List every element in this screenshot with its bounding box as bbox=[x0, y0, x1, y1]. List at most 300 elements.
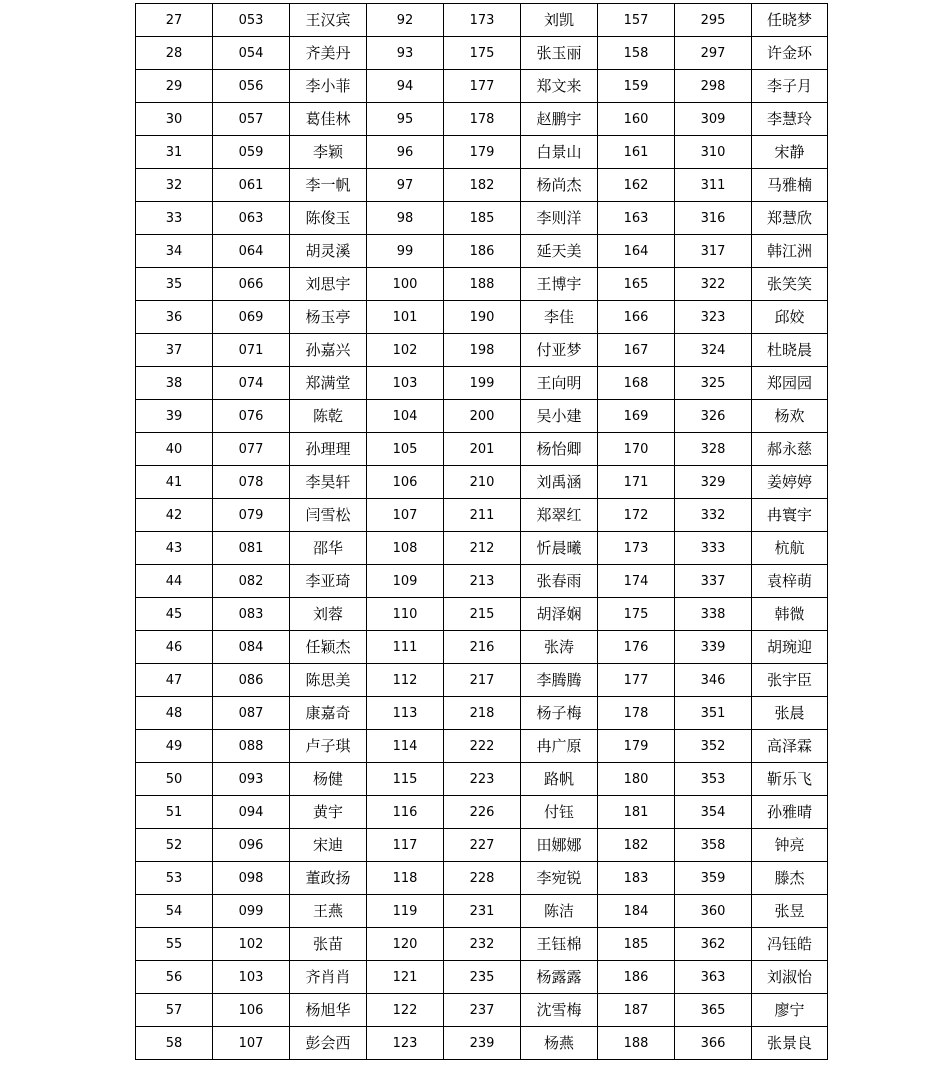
table-row bbox=[136, 697, 828, 730]
id-cell: 324 bbox=[675, 334, 752, 367]
table-row bbox=[136, 235, 828, 268]
seq-cell: 179 bbox=[598, 730, 675, 763]
id-cell: 232 bbox=[444, 928, 521, 961]
seq-cell: 121 bbox=[367, 961, 444, 994]
name-cell: 李颖 bbox=[290, 136, 367, 169]
name-cell: 杨子梅 bbox=[521, 697, 598, 730]
seq-cell: 55 bbox=[136, 928, 213, 961]
id-cell: 322 bbox=[675, 268, 752, 301]
id-cell: 102 bbox=[213, 928, 290, 961]
id-cell: 226 bbox=[444, 796, 521, 829]
seq-cell: 172 bbox=[598, 499, 675, 532]
name-cell: 袁梓萌 bbox=[752, 565, 828, 598]
seq-cell: 113 bbox=[367, 697, 444, 730]
seq-cell: 165 bbox=[598, 268, 675, 301]
name-cell: 杨燕 bbox=[521, 1027, 598, 1060]
name-cell: 刘蓉 bbox=[290, 598, 367, 631]
name-cell: 王汉宾 bbox=[290, 4, 367, 37]
id-cell: 346 bbox=[675, 664, 752, 697]
id-cell: 086 bbox=[213, 664, 290, 697]
seq-cell: 96 bbox=[367, 136, 444, 169]
id-cell: 182 bbox=[444, 169, 521, 202]
name-cell: 杨玉亭 bbox=[290, 301, 367, 334]
seq-cell: 29 bbox=[136, 70, 213, 103]
id-cell: 093 bbox=[213, 763, 290, 796]
seq-cell: 116 bbox=[367, 796, 444, 829]
seq-cell: 57 bbox=[136, 994, 213, 1027]
id-cell: 076 bbox=[213, 400, 290, 433]
id-cell: 078 bbox=[213, 466, 290, 499]
seq-cell: 173 bbox=[598, 532, 675, 565]
seq-cell: 93 bbox=[367, 37, 444, 70]
id-cell: 298 bbox=[675, 70, 752, 103]
id-cell: 081 bbox=[213, 532, 290, 565]
seq-cell: 45 bbox=[136, 598, 213, 631]
name-cell: 邵华 bbox=[290, 532, 367, 565]
seq-cell: 35 bbox=[136, 268, 213, 301]
seq-cell: 47 bbox=[136, 664, 213, 697]
seq-cell: 92 bbox=[367, 4, 444, 37]
name-cell: 张苗 bbox=[290, 928, 367, 961]
seq-cell: 95 bbox=[367, 103, 444, 136]
seq-cell: 101 bbox=[367, 301, 444, 334]
id-cell: 094 bbox=[213, 796, 290, 829]
seq-cell: 170 bbox=[598, 433, 675, 466]
name-cell: 彭会西 bbox=[290, 1027, 367, 1060]
name-cell: 闫雪松 bbox=[290, 499, 367, 532]
name-cell: 郑文来 bbox=[521, 70, 598, 103]
table-row bbox=[136, 565, 828, 598]
name-cell: 卢子琪 bbox=[290, 730, 367, 763]
seq-cell: 164 bbox=[598, 235, 675, 268]
seq-cell: 167 bbox=[598, 334, 675, 367]
seq-cell: 48 bbox=[136, 697, 213, 730]
seq-cell: 157 bbox=[598, 4, 675, 37]
id-cell: 083 bbox=[213, 598, 290, 631]
seq-cell: 171 bbox=[598, 466, 675, 499]
seq-cell: 177 bbox=[598, 664, 675, 697]
name-cell: 冉寰宇 bbox=[752, 499, 828, 532]
id-cell: 339 bbox=[675, 631, 752, 664]
name-cell: 李慧玲 bbox=[752, 103, 828, 136]
name-cell: 孙雅晴 bbox=[752, 796, 828, 829]
name-cell: 冉广原 bbox=[521, 730, 598, 763]
id-cell: 059 bbox=[213, 136, 290, 169]
name-cell: 郑园园 bbox=[752, 367, 828, 400]
name-cell: 邱姣 bbox=[752, 301, 828, 334]
seq-cell: 175 bbox=[598, 598, 675, 631]
id-cell: 237 bbox=[444, 994, 521, 1027]
id-cell: 362 bbox=[675, 928, 752, 961]
name-cell: 杜晓晨 bbox=[752, 334, 828, 367]
name-cell: 葛佳林 bbox=[290, 103, 367, 136]
seq-cell: 51 bbox=[136, 796, 213, 829]
table-row bbox=[136, 37, 828, 70]
seq-cell: 119 bbox=[367, 895, 444, 928]
name-cell: 任晓梦 bbox=[752, 4, 828, 37]
table-row bbox=[136, 466, 828, 499]
table-row bbox=[136, 136, 828, 169]
name-cell: 路帆 bbox=[521, 763, 598, 796]
seq-cell: 159 bbox=[598, 70, 675, 103]
name-cell: 杨尚杰 bbox=[521, 169, 598, 202]
table-row bbox=[136, 961, 828, 994]
name-cell: 刘禹涵 bbox=[521, 466, 598, 499]
id-cell: 186 bbox=[444, 235, 521, 268]
table-row bbox=[136, 598, 828, 631]
id-cell: 211 bbox=[444, 499, 521, 532]
id-cell: 353 bbox=[675, 763, 752, 796]
seq-cell: 178 bbox=[598, 697, 675, 730]
name-cell: 胡琬迎 bbox=[752, 631, 828, 664]
id-cell: 329 bbox=[675, 466, 752, 499]
seq-cell: 109 bbox=[367, 565, 444, 598]
id-cell: 354 bbox=[675, 796, 752, 829]
id-cell: 098 bbox=[213, 862, 290, 895]
id-cell: 326 bbox=[675, 400, 752, 433]
table-row bbox=[136, 367, 828, 400]
seq-cell: 118 bbox=[367, 862, 444, 895]
seq-cell: 94 bbox=[367, 70, 444, 103]
seq-cell: 180 bbox=[598, 763, 675, 796]
id-cell: 360 bbox=[675, 895, 752, 928]
roster-table bbox=[135, 3, 828, 1060]
id-cell: 175 bbox=[444, 37, 521, 70]
id-cell: 210 bbox=[444, 466, 521, 499]
id-cell: 337 bbox=[675, 565, 752, 598]
id-cell: 222 bbox=[444, 730, 521, 763]
name-cell: 黄宇 bbox=[290, 796, 367, 829]
seq-cell: 158 bbox=[598, 37, 675, 70]
seq-cell: 30 bbox=[136, 103, 213, 136]
seq-cell: 40 bbox=[136, 433, 213, 466]
id-cell: 311 bbox=[675, 169, 752, 202]
name-cell: 陈俊玉 bbox=[290, 202, 367, 235]
name-cell: 李小菲 bbox=[290, 70, 367, 103]
table-row bbox=[136, 103, 828, 136]
id-cell: 103 bbox=[213, 961, 290, 994]
seq-cell: 99 bbox=[367, 235, 444, 268]
table-row bbox=[136, 631, 828, 664]
table-row bbox=[136, 763, 828, 796]
table-row bbox=[136, 928, 828, 961]
seq-cell: 32 bbox=[136, 169, 213, 202]
id-cell: 106 bbox=[213, 994, 290, 1027]
name-cell: 马雅楠 bbox=[752, 169, 828, 202]
seq-cell: 54 bbox=[136, 895, 213, 928]
name-cell: 白景山 bbox=[521, 136, 598, 169]
seq-cell: 44 bbox=[136, 565, 213, 598]
id-cell: 351 bbox=[675, 697, 752, 730]
id-cell: 071 bbox=[213, 334, 290, 367]
seq-cell: 122 bbox=[367, 994, 444, 1027]
seq-cell: 106 bbox=[367, 466, 444, 499]
name-cell: 张晨 bbox=[752, 697, 828, 730]
table-row bbox=[136, 862, 828, 895]
name-cell: 延天美 bbox=[521, 235, 598, 268]
seq-cell: 107 bbox=[367, 499, 444, 532]
seq-cell: 112 bbox=[367, 664, 444, 697]
seq-cell: 100 bbox=[367, 268, 444, 301]
seq-cell: 174 bbox=[598, 565, 675, 598]
seq-cell: 105 bbox=[367, 433, 444, 466]
id-cell: 069 bbox=[213, 301, 290, 334]
name-cell: 齐肖肖 bbox=[290, 961, 367, 994]
id-cell: 173 bbox=[444, 4, 521, 37]
seq-cell: 185 bbox=[598, 928, 675, 961]
name-cell: 孙嘉兴 bbox=[290, 334, 367, 367]
id-cell: 201 bbox=[444, 433, 521, 466]
seq-cell: 162 bbox=[598, 169, 675, 202]
seq-cell: 184 bbox=[598, 895, 675, 928]
name-cell: 韩江洲 bbox=[752, 235, 828, 268]
seq-cell: 31 bbox=[136, 136, 213, 169]
name-cell: 张宇臣 bbox=[752, 664, 828, 697]
table-row bbox=[136, 301, 828, 334]
name-cell: 王燕 bbox=[290, 895, 367, 928]
id-cell: 177 bbox=[444, 70, 521, 103]
name-cell: 冯钰皓 bbox=[752, 928, 828, 961]
seq-cell: 33 bbox=[136, 202, 213, 235]
id-cell: 063 bbox=[213, 202, 290, 235]
seq-cell: 160 bbox=[598, 103, 675, 136]
id-cell: 328 bbox=[675, 433, 752, 466]
id-cell: 333 bbox=[675, 532, 752, 565]
id-cell: 179 bbox=[444, 136, 521, 169]
id-cell: 096 bbox=[213, 829, 290, 862]
id-cell: 216 bbox=[444, 631, 521, 664]
name-cell: 姜婷婷 bbox=[752, 466, 828, 499]
name-cell: 靳乐飞 bbox=[752, 763, 828, 796]
id-cell: 074 bbox=[213, 367, 290, 400]
id-cell: 310 bbox=[675, 136, 752, 169]
id-cell: 228 bbox=[444, 862, 521, 895]
name-cell: 宋迪 bbox=[290, 829, 367, 862]
seq-cell: 36 bbox=[136, 301, 213, 334]
id-cell: 239 bbox=[444, 1027, 521, 1060]
name-cell: 张笑笑 bbox=[752, 268, 828, 301]
id-cell: 084 bbox=[213, 631, 290, 664]
id-cell: 332 bbox=[675, 499, 752, 532]
name-cell: 韩微 bbox=[752, 598, 828, 631]
seq-cell: 166 bbox=[598, 301, 675, 334]
seq-cell: 123 bbox=[367, 1027, 444, 1060]
name-cell: 王博宇 bbox=[521, 268, 598, 301]
seq-cell: 176 bbox=[598, 631, 675, 664]
id-cell: 358 bbox=[675, 829, 752, 862]
id-cell: 082 bbox=[213, 565, 290, 598]
seq-cell: 183 bbox=[598, 862, 675, 895]
name-cell: 陈洁 bbox=[521, 895, 598, 928]
table-row bbox=[136, 994, 828, 1027]
name-cell: 王钰棉 bbox=[521, 928, 598, 961]
seq-cell: 108 bbox=[367, 532, 444, 565]
name-cell: 付亚梦 bbox=[521, 334, 598, 367]
name-cell: 张涛 bbox=[521, 631, 598, 664]
name-cell: 钟亮 bbox=[752, 829, 828, 862]
name-cell: 刘思宇 bbox=[290, 268, 367, 301]
name-cell: 孙理理 bbox=[290, 433, 367, 466]
name-cell: 廖宁 bbox=[752, 994, 828, 1027]
seq-cell: 161 bbox=[598, 136, 675, 169]
seq-cell: 182 bbox=[598, 829, 675, 862]
id-cell: 064 bbox=[213, 235, 290, 268]
id-cell: 366 bbox=[675, 1027, 752, 1060]
seq-cell: 53 bbox=[136, 862, 213, 895]
name-cell: 刘凯 bbox=[521, 4, 598, 37]
name-cell: 杨欢 bbox=[752, 400, 828, 433]
table-row bbox=[136, 499, 828, 532]
id-cell: 213 bbox=[444, 565, 521, 598]
table-row bbox=[136, 70, 828, 103]
id-cell: 107 bbox=[213, 1027, 290, 1060]
seq-cell: 52 bbox=[136, 829, 213, 862]
seq-cell: 169 bbox=[598, 400, 675, 433]
name-cell: 杨旭华 bbox=[290, 994, 367, 1027]
seq-cell: 181 bbox=[598, 796, 675, 829]
id-cell: 079 bbox=[213, 499, 290, 532]
table-row bbox=[136, 400, 828, 433]
id-cell: 188 bbox=[444, 268, 521, 301]
table-row bbox=[136, 895, 828, 928]
table-row bbox=[136, 4, 828, 37]
id-cell: 212 bbox=[444, 532, 521, 565]
seq-cell: 46 bbox=[136, 631, 213, 664]
id-cell: 087 bbox=[213, 697, 290, 730]
seq-cell: 103 bbox=[367, 367, 444, 400]
seq-cell: 110 bbox=[367, 598, 444, 631]
id-cell: 198 bbox=[444, 334, 521, 367]
name-cell: 郝永慈 bbox=[752, 433, 828, 466]
name-cell: 陈思美 bbox=[290, 664, 367, 697]
name-cell: 赵鹏宇 bbox=[521, 103, 598, 136]
seq-cell: 50 bbox=[136, 763, 213, 796]
seq-cell: 49 bbox=[136, 730, 213, 763]
id-cell: 099 bbox=[213, 895, 290, 928]
id-cell: 088 bbox=[213, 730, 290, 763]
name-cell: 李子月 bbox=[752, 70, 828, 103]
id-cell: 077 bbox=[213, 433, 290, 466]
table-row bbox=[136, 433, 828, 466]
name-cell: 吴小建 bbox=[521, 400, 598, 433]
name-cell: 刘淑怡 bbox=[752, 961, 828, 994]
name-cell: 张春雨 bbox=[521, 565, 598, 598]
roster-body bbox=[136, 4, 828, 1060]
seq-cell: 102 bbox=[367, 334, 444, 367]
table-row bbox=[136, 730, 828, 763]
id-cell: 231 bbox=[444, 895, 521, 928]
seq-cell: 43 bbox=[136, 532, 213, 565]
seq-cell: 117 bbox=[367, 829, 444, 862]
id-cell: 190 bbox=[444, 301, 521, 334]
seq-cell: 37 bbox=[136, 334, 213, 367]
id-cell: 057 bbox=[213, 103, 290, 136]
table-row bbox=[136, 664, 828, 697]
id-cell: 066 bbox=[213, 268, 290, 301]
table-row bbox=[136, 169, 828, 202]
name-cell: 李佳 bbox=[521, 301, 598, 334]
name-cell: 任颖杰 bbox=[290, 631, 367, 664]
id-cell: 295 bbox=[675, 4, 752, 37]
seq-cell: 168 bbox=[598, 367, 675, 400]
name-cell: 郑慧欣 bbox=[752, 202, 828, 235]
name-cell: 齐美丹 bbox=[290, 37, 367, 70]
table-row bbox=[136, 334, 828, 367]
id-cell: 363 bbox=[675, 961, 752, 994]
id-cell: 235 bbox=[444, 961, 521, 994]
name-cell: 郑翠红 bbox=[521, 499, 598, 532]
seq-cell: 34 bbox=[136, 235, 213, 268]
seq-cell: 104 bbox=[367, 400, 444, 433]
name-cell: 董政扬 bbox=[290, 862, 367, 895]
name-cell: 田娜娜 bbox=[521, 829, 598, 862]
seq-cell: 163 bbox=[598, 202, 675, 235]
name-cell: 忻晨曦 bbox=[521, 532, 598, 565]
table-row bbox=[136, 1027, 828, 1060]
seq-cell: 98 bbox=[367, 202, 444, 235]
id-cell: 297 bbox=[675, 37, 752, 70]
id-cell: 185 bbox=[444, 202, 521, 235]
name-cell: 沈雪梅 bbox=[521, 994, 598, 1027]
name-cell: 李昊轩 bbox=[290, 466, 367, 499]
name-cell: 杨健 bbox=[290, 763, 367, 796]
name-cell: 郑满堂 bbox=[290, 367, 367, 400]
id-cell: 338 bbox=[675, 598, 752, 631]
id-cell: 227 bbox=[444, 829, 521, 862]
id-cell: 178 bbox=[444, 103, 521, 136]
name-cell: 康嘉奇 bbox=[290, 697, 367, 730]
seq-cell: 97 bbox=[367, 169, 444, 202]
id-cell: 316 bbox=[675, 202, 752, 235]
seq-cell: 114 bbox=[367, 730, 444, 763]
table-row bbox=[136, 796, 828, 829]
name-cell: 张景良 bbox=[752, 1027, 828, 1060]
name-cell: 许金环 bbox=[752, 37, 828, 70]
id-cell: 365 bbox=[675, 994, 752, 1027]
name-cell: 陈乾 bbox=[290, 400, 367, 433]
name-cell: 滕杰 bbox=[752, 862, 828, 895]
table-row bbox=[136, 268, 828, 301]
seq-cell: 39 bbox=[136, 400, 213, 433]
id-cell: 323 bbox=[675, 301, 752, 334]
id-cell: 317 bbox=[675, 235, 752, 268]
name-cell: 李亚琦 bbox=[290, 565, 367, 598]
name-cell: 杨露露 bbox=[521, 961, 598, 994]
seq-cell: 187 bbox=[598, 994, 675, 1027]
table-row bbox=[136, 202, 828, 235]
id-cell: 061 bbox=[213, 169, 290, 202]
id-cell: 215 bbox=[444, 598, 521, 631]
seq-cell: 188 bbox=[598, 1027, 675, 1060]
seq-cell: 28 bbox=[136, 37, 213, 70]
name-cell: 李一帆 bbox=[290, 169, 367, 202]
seq-cell: 186 bbox=[598, 961, 675, 994]
name-cell: 高泽霖 bbox=[752, 730, 828, 763]
seq-cell: 38 bbox=[136, 367, 213, 400]
name-cell: 李则洋 bbox=[521, 202, 598, 235]
seq-cell: 27 bbox=[136, 4, 213, 37]
id-cell: 217 bbox=[444, 664, 521, 697]
id-cell: 359 bbox=[675, 862, 752, 895]
name-cell: 张昱 bbox=[752, 895, 828, 928]
name-cell: 张玉丽 bbox=[521, 37, 598, 70]
id-cell: 218 bbox=[444, 697, 521, 730]
table-row bbox=[136, 532, 828, 565]
seq-cell: 115 bbox=[367, 763, 444, 796]
seq-cell: 42 bbox=[136, 499, 213, 532]
name-cell: 宋静 bbox=[752, 136, 828, 169]
id-cell: 223 bbox=[444, 763, 521, 796]
